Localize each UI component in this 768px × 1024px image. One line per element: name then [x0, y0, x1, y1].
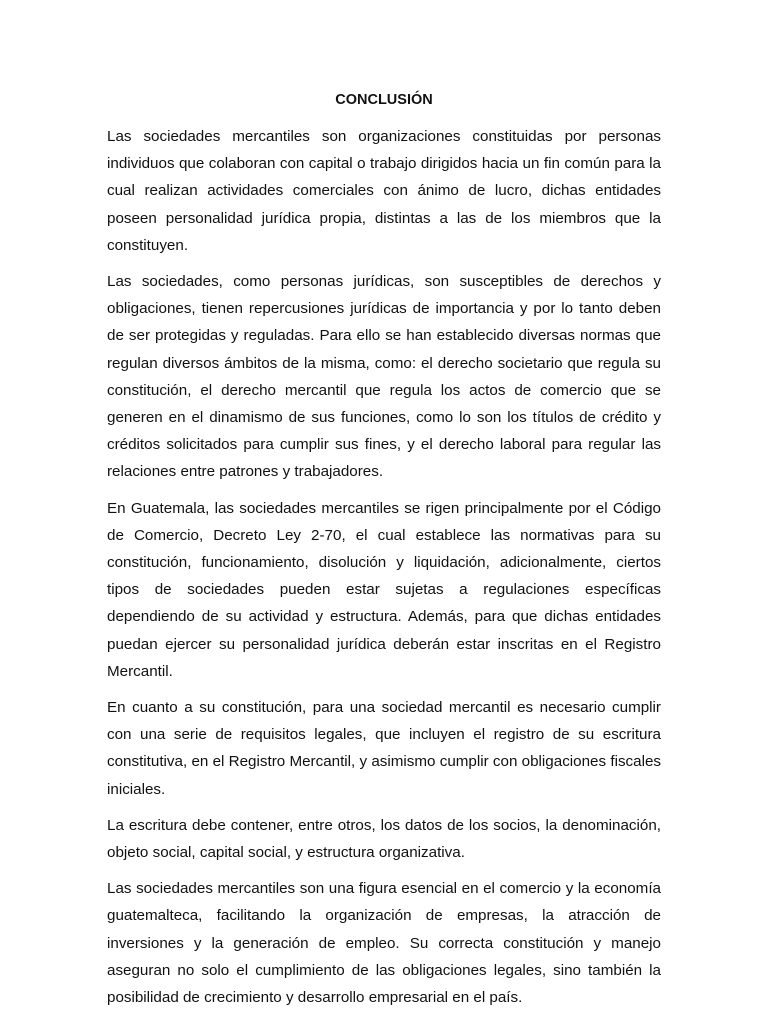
document-title: CONCLUSIÓN	[335, 92, 433, 108]
paragraph-1: Las sociedades mercantiles son organizaciones constituidas por personas individuos que colaboran con capital o trabajo dirigidos hacia un fin común para la cual realizan actividades comerciales con ánimo de lucro, dichas entidades poseen personalidad jurídica propia, distintas a las de los miembros que la constituyen.	[107, 128, 661, 254]
paragraph-2: Las sociedades, como personas jurídicas, son susceptibles de derechos y obligaciones, tienen repercusiones jurídicas de importancia y por lo tanto deben de ser protegidas y reguladas. Para ello se han establecido diversas normas que regulan diversos ámbitos de la misma, como: el derecho societario que regula su constitución, el derecho mercantil que regula los actos de comercio que se generen en el dinamismo de sus funciones, como lo son los títulos de crédito y créditos solicitados para cumplir sus fines, y el derecho laboral para regular las relaciones entre patrones y trabajadores.	[107, 273, 661, 481]
paragraph-5: La escritura debe contener, entre otros, los datos de los socios, la denominación, objeto social, capital social, y estructura organizativa.	[107, 816, 661, 862]
paragraph-4: En cuanto a su constitución, para una sociedad mercantil es necesario cumplir con una serie de requisitos legales, que incluyen el registro de su escritura constitutiva, en el Registro Mercantil, y asimismo cumplir con obligaciones fiscales iniciales.	[107, 699, 661, 798]
paragraph-3: En Guatemala, las sociedades mercantiles se rigen principalmente por el Código de Comercio, Decreto Ley 2-70, el cual establece las normativas para su constitución, funcionamiento, disolución y liquidación, adicionalmente, ciertos tipos de sociedades pueden estar sujetas a regulaciones específicas dependiendo de su actividad y estructura. Además, para que dichas entidades puedan ejercer su personalidad jurídica deberán estar inscritas en el Registro Mercantil.	[107, 499, 661, 680]
document-page	[107, 90, 661, 1020]
paragraph-6: Las sociedades mercantiles son una figura esencial en el comercio y la economía guatemalteca, facilitando la organización de empresas, la atracción de inversiones y la generación de empleo. Su correcta constitución y manejo aseguran no solo el cumplimiento de las obligaciones legales, sino también la posibilidad de crecimiento y desarrollo empresarial en el país.	[107, 880, 661, 1007]
